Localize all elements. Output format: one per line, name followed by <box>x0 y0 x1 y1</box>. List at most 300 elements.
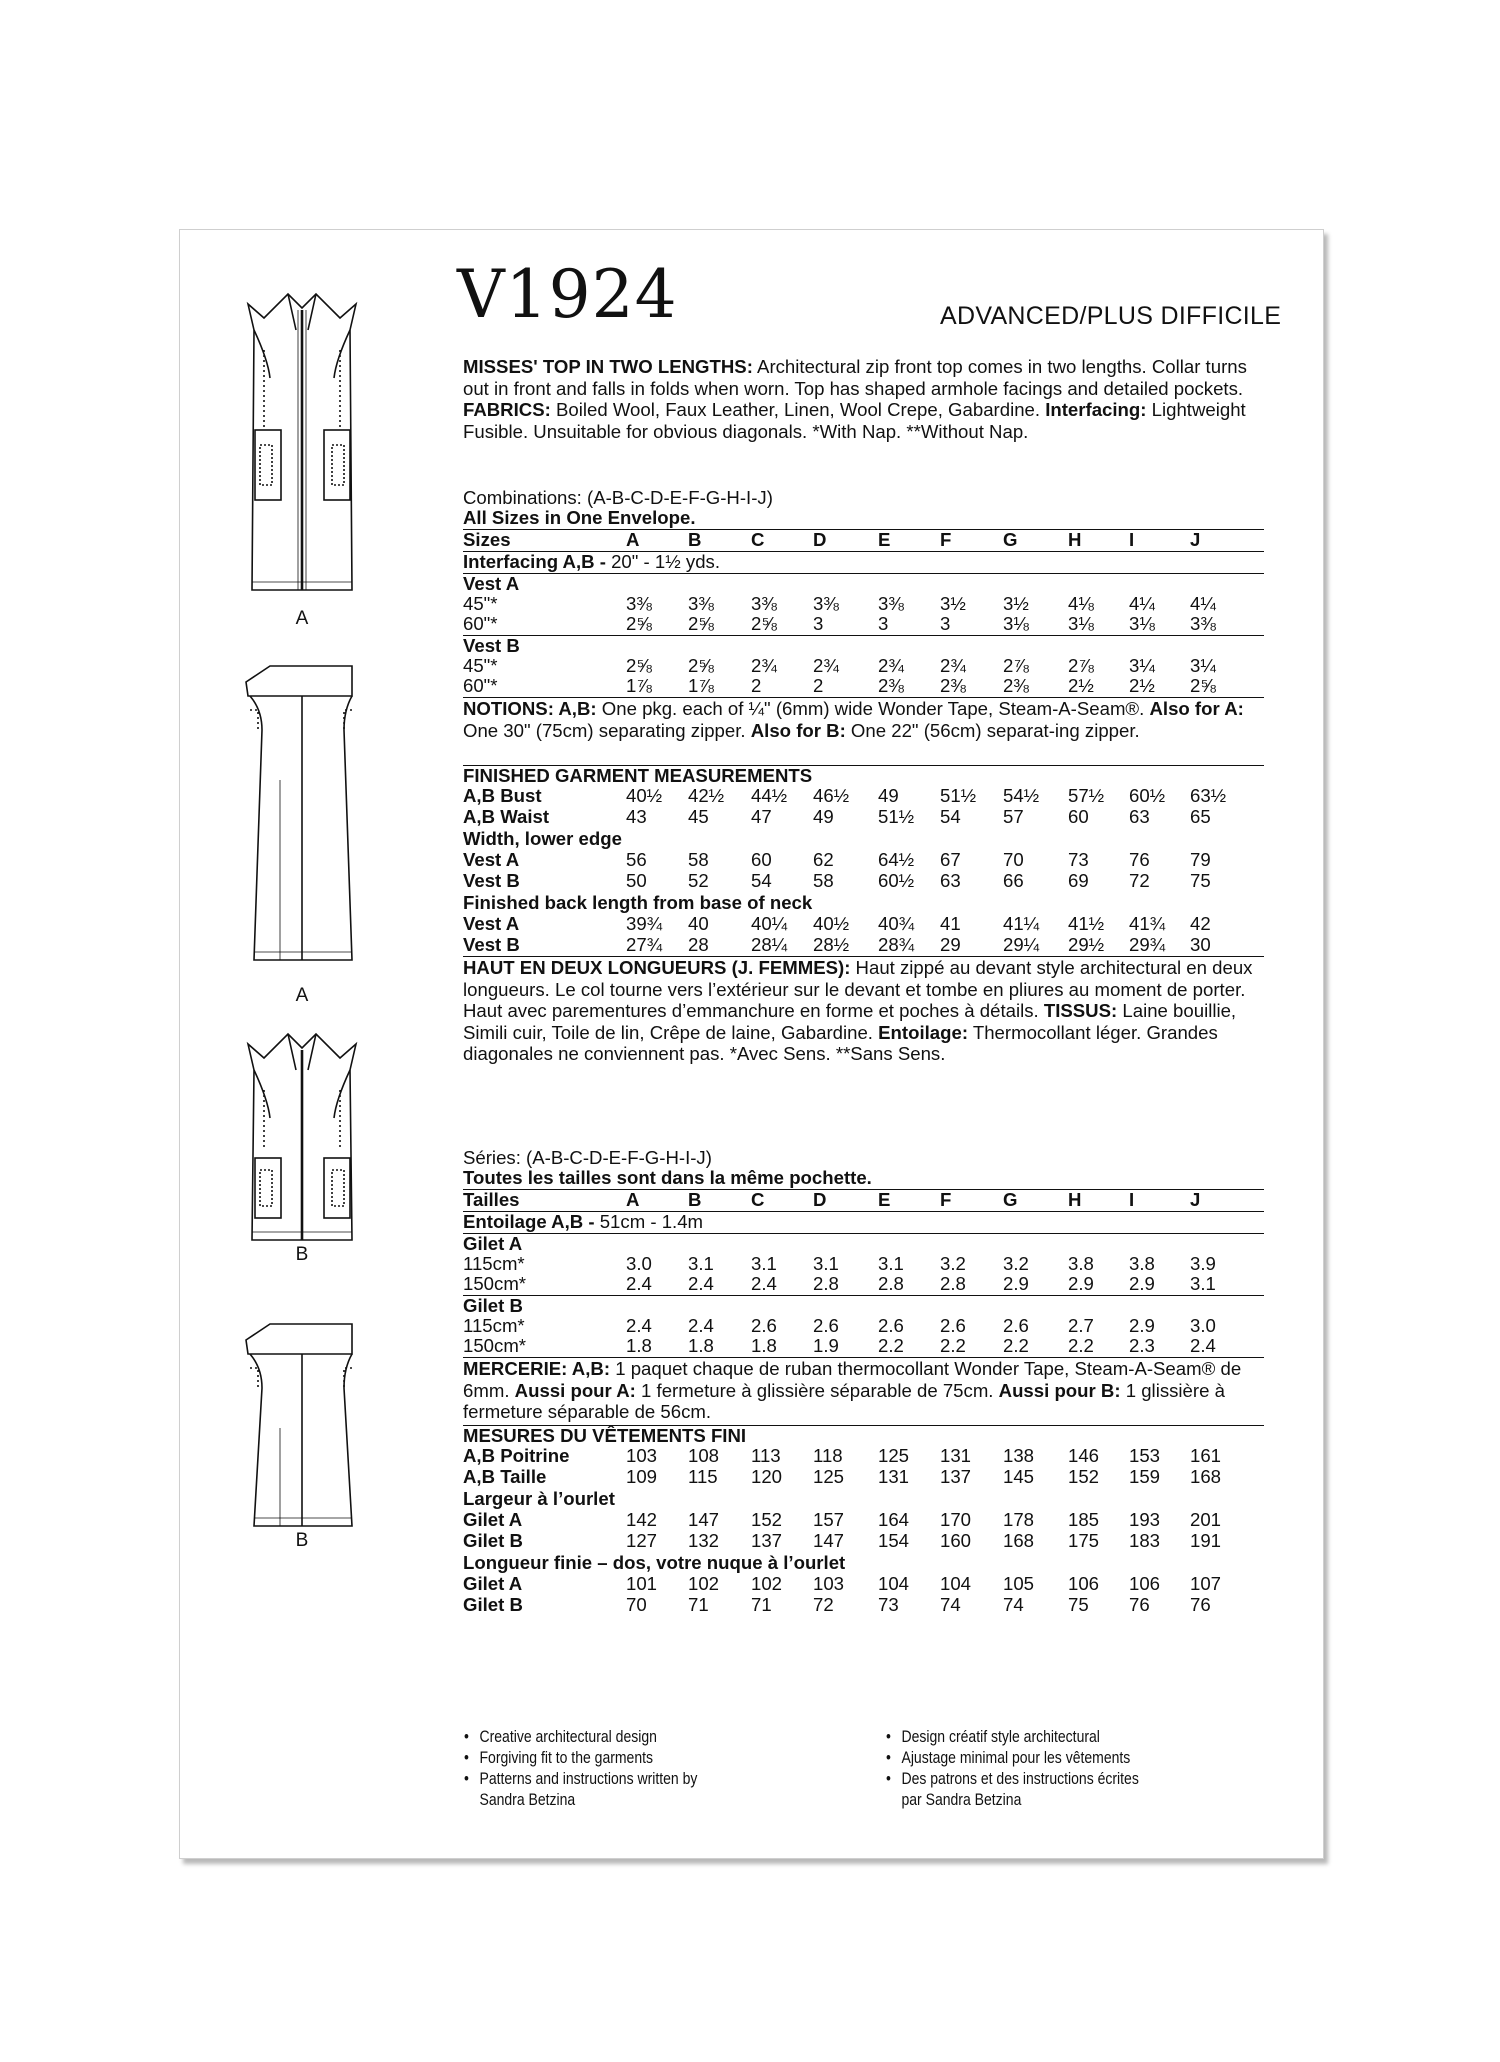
waist-row-fr-cell: 145 <box>1003 1466 1035 1487</box>
width-a-row-en <box>463 849 1264 871</box>
fabrics-label: FABRICS: <box>463 399 551 421</box>
yardage-row-fr-cell: 2.8 <box>878 1273 904 1294</box>
width-b-row-fr-cell: 160 <box>940 1530 972 1551</box>
yardage-row-fr-cell: 3.8 <box>1068 1253 1094 1274</box>
width-b-row-fr <box>463 1530 1264 1552</box>
description-fr-fabrics: Laine bouillie, Simili cuir, Toile de lin, Crêpe de laine, Gabardine. <box>463 1000 1237 1043</box>
sizes-header-en-cell: H <box>1068 529 1082 550</box>
interfacing-row-en <box>463 551 1264 573</box>
measurements-title-en-text: FINISHED GARMENT MEASUREMENTS <box>463 765 813 786</box>
width-b-row-en-cell: 66 <box>1003 870 1024 891</box>
vest-b-heading-fr-text: Gilet B <box>463 1295 523 1316</box>
width-a-row-fr-cell: 152 <box>751 1509 783 1530</box>
description-fr-fabrics-label: TISSUS: <box>1043 1000 1118 1022</box>
yardage-row-fr-cell: 3.1 <box>688 1253 714 1274</box>
length-title-fr <box>463 1552 1264 1574</box>
sizes-header-en-cell: B <box>688 529 702 550</box>
measurements-title-en <box>463 765 1264 787</box>
length-title-en <box>463 892 1264 914</box>
length-b-row-fr-cell: 75 <box>1068 1594 1089 1615</box>
length-a-row-en <box>463 913 1264 935</box>
length-a-row-fr-cell: 106 <box>1129 1573 1161 1594</box>
yardage-row-fr <box>463 1335 1264 1357</box>
width-a-row-fr-label: Gilet A <box>463 1509 523 1530</box>
yardage-row-fr-cell: 3.0 <box>1190 1315 1216 1336</box>
bust-row-fr-cell: 138 <box>1003 1445 1035 1466</box>
description-fr-title: HAUT EN DEUX LONGUEURS (J. FEMMES): <box>463 957 851 978</box>
waist-row-en-cell: 49 <box>813 806 834 827</box>
length-b-row-fr <box>463 1594 1264 1616</box>
length-a-row-fr-cell: 102 <box>688 1573 720 1594</box>
width-a-row-fr-cell: 178 <box>1003 1509 1035 1530</box>
yardage-row-fr-label: 115cm* <box>463 1253 525 1274</box>
width-b-row-fr-cell: 147 <box>813 1530 845 1551</box>
length-a-row-en-cell: 40¼ <box>751 913 788 934</box>
yardage-row-fr-cell: 3.9 <box>1190 1253 1216 1274</box>
sizes-header-fr-cell: A <box>626 1189 640 1210</box>
yardage-row-fr-cell: 1.8 <box>626 1335 652 1356</box>
sizes-header-fr-cell: D <box>813 1189 827 1210</box>
sketch-label-a-back: A <box>295 985 309 1006</box>
width-b-row-en-cell: 63 <box>940 870 961 891</box>
bust-row-fr-cell: 118 <box>813 1445 843 1466</box>
bust-row-en-cell: 44½ <box>751 785 788 806</box>
interfacing-row-en-label: Interfacing A,B - <box>463 551 606 572</box>
feature-bullet: • Creative architectural design <box>464 1727 697 1748</box>
vest-b-heading-en <box>463 635 1264 657</box>
width-a-row-fr <box>463 1509 1264 1531</box>
bust-row-fr-cell: 146 <box>1068 1445 1100 1466</box>
yardage-row-en-cell: 4¼ <box>1129 593 1155 614</box>
measurements-title-fr-text: MESURES DU VÊTEMENTS FINI <box>463 1425 747 1446</box>
yardage-row-fr-cell: 2.4 <box>1190 1335 1216 1356</box>
yardage-row-en-label: 45"* <box>463 593 498 614</box>
yardage-row-fr-cell: 3.0 <box>626 1253 652 1274</box>
yardage-row-fr-cell: 2.2 <box>1068 1335 1094 1356</box>
width-title-en <box>463 828 1264 850</box>
sizes-header-fr-cell: H <box>1068 1189 1082 1210</box>
width-b-row-fr-cell: 183 <box>1129 1530 1161 1551</box>
yardage-row-en-cell: 2¾ <box>751 655 777 676</box>
features-list-fr <box>886 1727 1139 1811</box>
length-a-row-fr-cell: 101 <box>626 1573 658 1594</box>
width-b-row-fr-cell: 191 <box>1190 1530 1222 1551</box>
yardage-row-en-label: 60"* <box>463 613 498 634</box>
yardage-row-fr-cell: 1.9 <box>813 1335 839 1356</box>
all-sizes-fr <box>463 1167 1264 1189</box>
interfacing-row-en-text <box>463 551 720 573</box>
yardage-row-en-cell: 3¼ <box>1129 655 1155 676</box>
yardage-row-en <box>463 613 1264 635</box>
bust-row-en-cell: 60½ <box>1129 785 1166 806</box>
yardage-row-fr-label: 115cm* <box>463 1315 525 1336</box>
interfacing-text: Lightweight Fusible. Unsuitable for obvious diagonals. *With Nap. **Without Nap. <box>463 399 1246 442</box>
interfacing-row-en-value: 20" - 1½ yds. <box>605 551 720 572</box>
length-b-row-fr-cell: 74 <box>1003 1594 1024 1615</box>
length-b-row-fr-label: Gilet B <box>463 1594 523 1615</box>
feature-bullet: par Sandra Betzina <box>901 1791 1022 1809</box>
vest-a-heading-en <box>463 573 1264 595</box>
waist-row-fr-cell: 168 <box>1190 1466 1222 1487</box>
sizes-header-en-label: Sizes <box>463 529 511 550</box>
sizes-header-en-cell: F <box>940 529 952 550</box>
yardage-row-fr-cell: 2.7 <box>1068 1315 1094 1336</box>
length-a-row-en-cell: 41¾ <box>1129 913 1166 934</box>
length-b-row-fr-cell: 76 <box>1129 1594 1150 1615</box>
width-a-row-en-cell: 62 <box>813 849 834 870</box>
yardage-row-en-cell: 2⅝ <box>688 655 714 676</box>
difficulty-level: ADVANCED/PLUS DIFFICILE <box>940 302 1282 330</box>
yardage-row-en-cell: 2⅝ <box>688 613 714 634</box>
yardage-row-fr-cell: 3.1 <box>751 1253 777 1274</box>
vest-a-heading-en-text: Vest A <box>463 573 520 594</box>
yardage-row-en-cell: 2¾ <box>940 655 966 676</box>
waist-row-fr-label: A,B Taille <box>463 1466 547 1487</box>
sizes-header-fr-cell: I <box>1129 1189 1135 1210</box>
yardage-row-fr-cell: 2.4 <box>626 1273 652 1294</box>
description-fr <box>463 957 1273 1065</box>
feature-bullet: • Des patrons et des instructions écrites <box>886 1769 1139 1790</box>
length-b-row-en <box>463 934 1264 956</box>
waist-row-en-cell: 57 <box>1003 806 1024 827</box>
description-en <box>463 356 1273 442</box>
width-b-row-fr-cell: 175 <box>1068 1530 1100 1551</box>
sketch-label-b-back: B <box>295 1530 309 1551</box>
waist-row-fr <box>463 1466 1264 1488</box>
yardage-row-fr-cell: 2.4 <box>626 1315 652 1336</box>
width-a-row-en-cell: 73 <box>1068 849 1089 870</box>
width-a-row-fr-cell: 185 <box>1068 1509 1100 1530</box>
combinations-fr <box>463 1147 1264 1169</box>
waist-row-en-cell: 47 <box>751 806 772 827</box>
yardage-row-en-cell: 4⅛ <box>1068 593 1094 614</box>
width-b-row-fr-cell: 137 <box>751 1530 783 1551</box>
width-a-row-en-cell: 76 <box>1129 849 1150 870</box>
width-b-row-en-label: Vest B <box>463 870 520 891</box>
bust-row-en-cell: 49 <box>878 785 899 806</box>
sizes-header-en-cell: E <box>878 529 891 550</box>
yardage-row-en-cell: 2⅝ <box>626 655 652 676</box>
yardage-row-fr-cell: 2.6 <box>1003 1315 1029 1336</box>
yardage-row-en-cell: 3⅜ <box>878 593 904 614</box>
yardage-row-en-cell: 4¼ <box>1190 593 1216 614</box>
interfacing-row-fr <box>463 1211 1264 1233</box>
yardage-row-en-label: 45"* <box>463 655 498 676</box>
sizes-header-en <box>463 529 1264 551</box>
description-fr-interfacing: Thermocollant léger. Grandes diagonales ne conviennent pas. *Avec Sens. **Sans Sens. <box>463 1021 1218 1065</box>
yardage-row-en <box>463 675 1264 697</box>
bust-row-en <box>463 785 1264 807</box>
yardage-row-fr-cell: 3.1 <box>1190 1273 1216 1294</box>
length-b-row-en-cell: 29¼ <box>1003 934 1040 955</box>
sizes-header-fr-label: Tailles <box>463 1189 520 1210</box>
feature-bullet: • Forgiving fit to the garments <box>464 1748 697 1769</box>
waist-row-en-cell: 51½ <box>878 806 915 827</box>
length-a-row-en-cell: 42 <box>1190 913 1211 934</box>
bust-row-fr <box>463 1445 1264 1467</box>
waist-row-en-cell: 45 <box>688 806 709 827</box>
yardage-row-en-cell: 2⅜ <box>940 675 966 696</box>
sizes-header-en-cell: J <box>1190 529 1201 550</box>
all-sizes-en-text: All Sizes in One Envelope. <box>463 507 696 528</box>
sizes-header-fr-cell: G <box>1003 1189 1018 1210</box>
yardage-row-en-cell: 2⅜ <box>1003 675 1029 696</box>
notions-fr-label: MERCERIE: A,B: <box>463 1358 611 1379</box>
width-a-row-en-cell: 60 <box>751 849 772 870</box>
notions-fr-text3: 1 glissière à fermeture séparable de 56cm. <box>463 1379 1225 1423</box>
width-a-row-fr-cell: 193 <box>1129 1509 1161 1530</box>
yardage-row-en <box>463 593 1264 615</box>
length-a-row-fr-cell: 104 <box>940 1573 972 1594</box>
yardage-row-en-cell: 3¼ <box>1190 655 1216 676</box>
length-title-en-text: Finished back length from base of neck <box>463 892 813 913</box>
bust-row-fr-cell: 103 <box>626 1445 658 1466</box>
sketch-view-a-back <box>240 660 365 970</box>
combinations-fr-text: Séries: (A-B-C-D-E-F-G-H-I-J) <box>463 1147 712 1168</box>
all-sizes-fr-text: Toutes les tailles sont dans la même pochette. <box>463 1167 872 1188</box>
length-a-row-fr <box>463 1573 1264 1595</box>
sizes-header-fr-cell: B <box>688 1189 702 1210</box>
width-a-row-en-cell: 79 <box>1190 849 1211 870</box>
bust-row-en-cell: 51½ <box>940 785 977 806</box>
width-b-row-en-cell: 60½ <box>878 870 915 891</box>
yardage-row-en-cell: 2 <box>813 675 824 696</box>
description-en-title: MISSES' TOP IN TWO LENGTHS: <box>463 356 753 377</box>
length-a-row-en-cell: 40 <box>688 913 709 934</box>
yardage-row-en-cell: 2⅝ <box>751 613 777 634</box>
yardage-row-en-cell: 1⅞ <box>688 675 714 696</box>
feature-bullet: • Ajustage minimal pour les vêtements <box>886 1748 1139 1769</box>
length-b-row-fr-cell: 71 <box>688 1594 709 1615</box>
yardage-row-en-cell: 2½ <box>1129 675 1155 696</box>
waist-row-en-cell: 54 <box>940 806 961 827</box>
length-a-row-en-label: Vest A <box>463 913 520 934</box>
length-b-row-fr-cell: 71 <box>751 1594 772 1615</box>
length-b-row-en-cell: 27¾ <box>626 934 663 955</box>
yardage-row-fr-cell: 3.1 <box>878 1253 904 1274</box>
interfacing-row-fr-value: 51cm - 1.4m <box>594 1211 704 1232</box>
yardage-row-fr-cell: 2.9 <box>1003 1273 1029 1294</box>
width-b-row-en-cell: 75 <box>1190 870 1211 891</box>
waist-row-en-label: A,B Waist <box>463 806 550 827</box>
yardage-row-fr-cell: 2.2 <box>940 1335 966 1356</box>
waist-row-en <box>463 806 1264 828</box>
yardage-row-fr-cell: 2.4 <box>688 1273 714 1294</box>
yardage-row-en-cell: 3⅛ <box>1003 613 1029 634</box>
width-a-row-fr-cell: 164 <box>878 1509 910 1530</box>
sizes-header-en-cell: I <box>1129 529 1135 550</box>
yardage-row-en-cell: 3 <box>813 613 824 634</box>
width-b-row-fr-label: Gilet B <box>463 1530 523 1551</box>
sizes-header-fr-cell: C <box>751 1189 765 1210</box>
yardage-row-en-cell: 2 <box>751 675 762 696</box>
bust-row-fr-cell: 131 <box>940 1445 972 1466</box>
length-a-row-fr-cell: 104 <box>878 1573 910 1594</box>
length-a-row-en-cell: 40¾ <box>878 913 915 934</box>
pattern-number: V1924 <box>457 256 678 333</box>
yardage-row-en-cell: 3 <box>878 613 889 634</box>
yardage-row-en-cell: 1⅞ <box>626 675 652 696</box>
yardage-row-en-cell: 3⅜ <box>688 593 714 614</box>
length-b-row-en-cell: 28¼ <box>751 934 788 955</box>
sizes-header-en-cell: C <box>751 529 765 550</box>
interfacing-row-fr-label: Entoilage A,B - <box>463 1211 595 1232</box>
vest-b-heading-fr <box>463 1295 1264 1317</box>
length-b-row-en-cell: 29¾ <box>1129 934 1166 955</box>
yardage-row-fr-cell: 2.9 <box>1129 1315 1155 1336</box>
fabrics-text: Boiled Wool, Faux Leather, Linen, Wool Crepe, Gabardine. <box>550 399 1046 421</box>
sizes-header-fr <box>463 1189 1264 1211</box>
yardage-row-fr-cell: 2.6 <box>940 1315 966 1336</box>
length-b-row-en-label: Vest B <box>463 934 520 955</box>
notions-en-also-b-label: Also for B: <box>750 719 846 741</box>
width-b-row-fr-cell: 154 <box>878 1530 910 1551</box>
width-a-row-en-cell: 58 <box>688 849 709 870</box>
width-b-row-fr-cell: 127 <box>626 1530 658 1551</box>
length-b-row-fr-cell: 73 <box>878 1594 899 1615</box>
yardage-row-en-cell: 3⅜ <box>813 593 839 614</box>
yardage-row-en-cell: 2⅝ <box>626 613 652 634</box>
width-b-row-en-cell: 58 <box>813 870 834 891</box>
notions-fr <box>463 1358 1273 1423</box>
bust-row-en-cell: 42½ <box>688 785 725 806</box>
length-a-row-fr-cell: 107 <box>1190 1573 1222 1594</box>
width-b-row-en-cell: 72 <box>1129 870 1150 891</box>
bust-row-fr-cell: 113 <box>751 1445 781 1466</box>
width-a-row-fr-cell: 201 <box>1190 1509 1222 1530</box>
length-a-row-en-cell: 41½ <box>1068 913 1105 934</box>
width-a-row-en-cell: 70 <box>1003 849 1024 870</box>
yardage-row-en-cell: 3½ <box>940 593 966 614</box>
bust-row-fr-cell: 108 <box>688 1445 720 1466</box>
width-title-fr-text: Largeur à l’ourlet <box>463 1488 615 1509</box>
length-a-row-fr-cell: 106 <box>1068 1573 1100 1594</box>
sketch-label-a-front: A <box>295 608 309 629</box>
yardage-row-en <box>463 655 1264 677</box>
waist-row-fr-cell: 137 <box>940 1466 972 1487</box>
features-list-en <box>464 1727 697 1811</box>
length-b-row-en-cell: 29½ <box>1068 934 1105 955</box>
yardage-row-en-cell: 2⅞ <box>1003 655 1029 676</box>
feature-bullet: • Design créatif style architectural <box>886 1727 1139 1748</box>
waist-row-en-cell: 43 <box>626 806 647 827</box>
width-b-row-fr-cell: 132 <box>688 1530 720 1551</box>
notions-fr-also-b-label: Aussi pour B: <box>998 1379 1121 1401</box>
yardage-row-fr-cell: 2.6 <box>751 1315 777 1336</box>
sizes-header-en-cell: A <box>626 529 640 550</box>
yardage-row-en-cell: 3⅜ <box>1190 613 1216 634</box>
sketch-view-a-front <box>240 290 365 600</box>
yardage-row-fr-cell: 2.6 <box>878 1315 904 1336</box>
vest-a-heading-fr <box>463 1233 1264 1255</box>
yardage-row-en-cell: 2¾ <box>813 655 839 676</box>
width-a-row-fr-cell: 147 <box>688 1509 720 1530</box>
length-b-row-en-cell: 28¾ <box>878 934 915 955</box>
length-b-row-en-cell: 28 <box>688 934 709 955</box>
bust-row-en-cell: 54½ <box>1003 785 1040 806</box>
feature-bullet: Sandra Betzina <box>479 1791 576 1809</box>
yardage-row-fr-cell: 2.6 <box>813 1315 839 1336</box>
yardage-row-fr-cell: 2.4 <box>751 1273 777 1294</box>
yardage-row-en-cell: 2⅝ <box>1190 675 1216 696</box>
sketch-view-b-back <box>240 1318 365 1538</box>
width-a-row-fr-cell: 142 <box>626 1509 658 1530</box>
width-b-row-en-cell: 69 <box>1068 870 1089 891</box>
yardage-row-fr-cell: 3.2 <box>1003 1253 1029 1274</box>
length-b-row-fr-cell: 76 <box>1190 1594 1211 1615</box>
yardage-row-fr-cell: 2.2 <box>1003 1335 1029 1356</box>
waist-row-fr-cell: 109 <box>626 1466 658 1487</box>
yardage-row-fr-cell: 2.2 <box>878 1335 904 1356</box>
waist-row-en-cell: 60 <box>1068 806 1089 827</box>
bust-row-en-cell: 63½ <box>1190 785 1227 806</box>
length-b-row-en-cell: 28½ <box>813 934 850 955</box>
yardage-row-fr-cell: 3.8 <box>1129 1253 1155 1274</box>
width-b-row-en-cell: 50 <box>626 870 647 891</box>
sketch-view-b-front <box>240 1030 365 1250</box>
notions-en-text3: One 22" (56cm) separat-ing zipper. <box>845 719 1140 741</box>
sizes-header-fr-cell: E <box>878 1189 891 1210</box>
width-a-row-fr-cell: 157 <box>813 1509 845 1530</box>
yardage-row-fr-cell: 2.8 <box>813 1273 839 1294</box>
yardage-row-en-cell: 3⅛ <box>1129 613 1155 634</box>
yardage-row-fr-cell: 2.9 <box>1129 1273 1155 1294</box>
yardage-row-fr-cell: 2.8 <box>940 1273 966 1294</box>
length-title-fr-text: Longueur finie – dos, votre nuque à l’ourlet <box>463 1552 846 1573</box>
notions-en-label: NOTIONS: A,B: <box>463 698 597 719</box>
yardage-row-en-cell: 3 <box>940 613 951 634</box>
interfacing-label: Interfacing: <box>1045 399 1147 421</box>
waist-row-fr-cell: 115 <box>688 1466 718 1487</box>
yardage-row-fr-label: 150cm* <box>463 1335 527 1356</box>
length-b-row-en-cell: 30 <box>1190 934 1211 955</box>
yardage-row-fr-cell: 1.8 <box>751 1335 777 1356</box>
waist-row-fr-cell: 120 <box>751 1466 783 1487</box>
waist-row-fr-cell: 152 <box>1068 1466 1100 1487</box>
yardage-row-fr-cell: 3.1 <box>813 1253 839 1274</box>
width-b-row-fr-cell: 168 <box>1003 1530 1035 1551</box>
yardage-row-en-label: 60"* <box>463 675 498 696</box>
width-a-row-en-label: Vest A <box>463 849 520 870</box>
description-fr-text1: Haut zippé au devant style architectural en deux longueurs. Le col tourne vers l’extérieur sur le devant et tombe en pliures au moment de porter. Haut avec parementures d’emmanchure en forme et poches à détails. <box>463 957 1253 1022</box>
notions-fr-text2: 1 fermeture à glissière séparable de 75cm. <box>635 1379 999 1401</box>
length-a-row-fr-label: Gilet A <box>463 1573 523 1594</box>
bust-row-fr-label: A,B Poitrine <box>463 1445 570 1466</box>
length-a-row-fr-cell: 103 <box>813 1573 845 1594</box>
yardage-row-fr-label: 150cm* <box>463 1273 527 1294</box>
notions-en-text2: One 30" (75cm) separating zipper. <box>463 719 751 741</box>
length-a-row-en-cell: 41 <box>940 913 961 934</box>
length-a-row-en-cell: 39¾ <box>626 913 663 934</box>
bust-row-en-label: A,B Bust <box>463 785 542 806</box>
yardage-row-en-cell: 3⅛ <box>1068 613 1094 634</box>
width-a-row-fr-cell: 170 <box>940 1509 972 1530</box>
width-a-row-en-cell: 56 <box>626 849 647 870</box>
length-a-row-en-cell: 40½ <box>813 913 850 934</box>
width-a-row-en-cell: 64½ <box>878 849 915 870</box>
bust-row-fr-cell: 125 <box>878 1445 910 1466</box>
sizes-header-fr-cell: F <box>940 1189 952 1210</box>
waist-row-en-cell: 63 <box>1129 806 1150 827</box>
waist-row-fr-cell: 125 <box>813 1466 845 1487</box>
yardage-row-fr <box>463 1253 1264 1275</box>
length-a-row-en-cell: 41¼ <box>1003 913 1040 934</box>
notions-fr-also-a-label: Aussi pour A: <box>514 1379 636 1401</box>
yardage-row-en-cell: 3⅜ <box>751 593 777 614</box>
width-b-row-en <box>463 870 1264 892</box>
width-b-row-en-cell: 54 <box>751 870 772 891</box>
vest-b-heading-en-text: Vest B <box>463 635 520 656</box>
